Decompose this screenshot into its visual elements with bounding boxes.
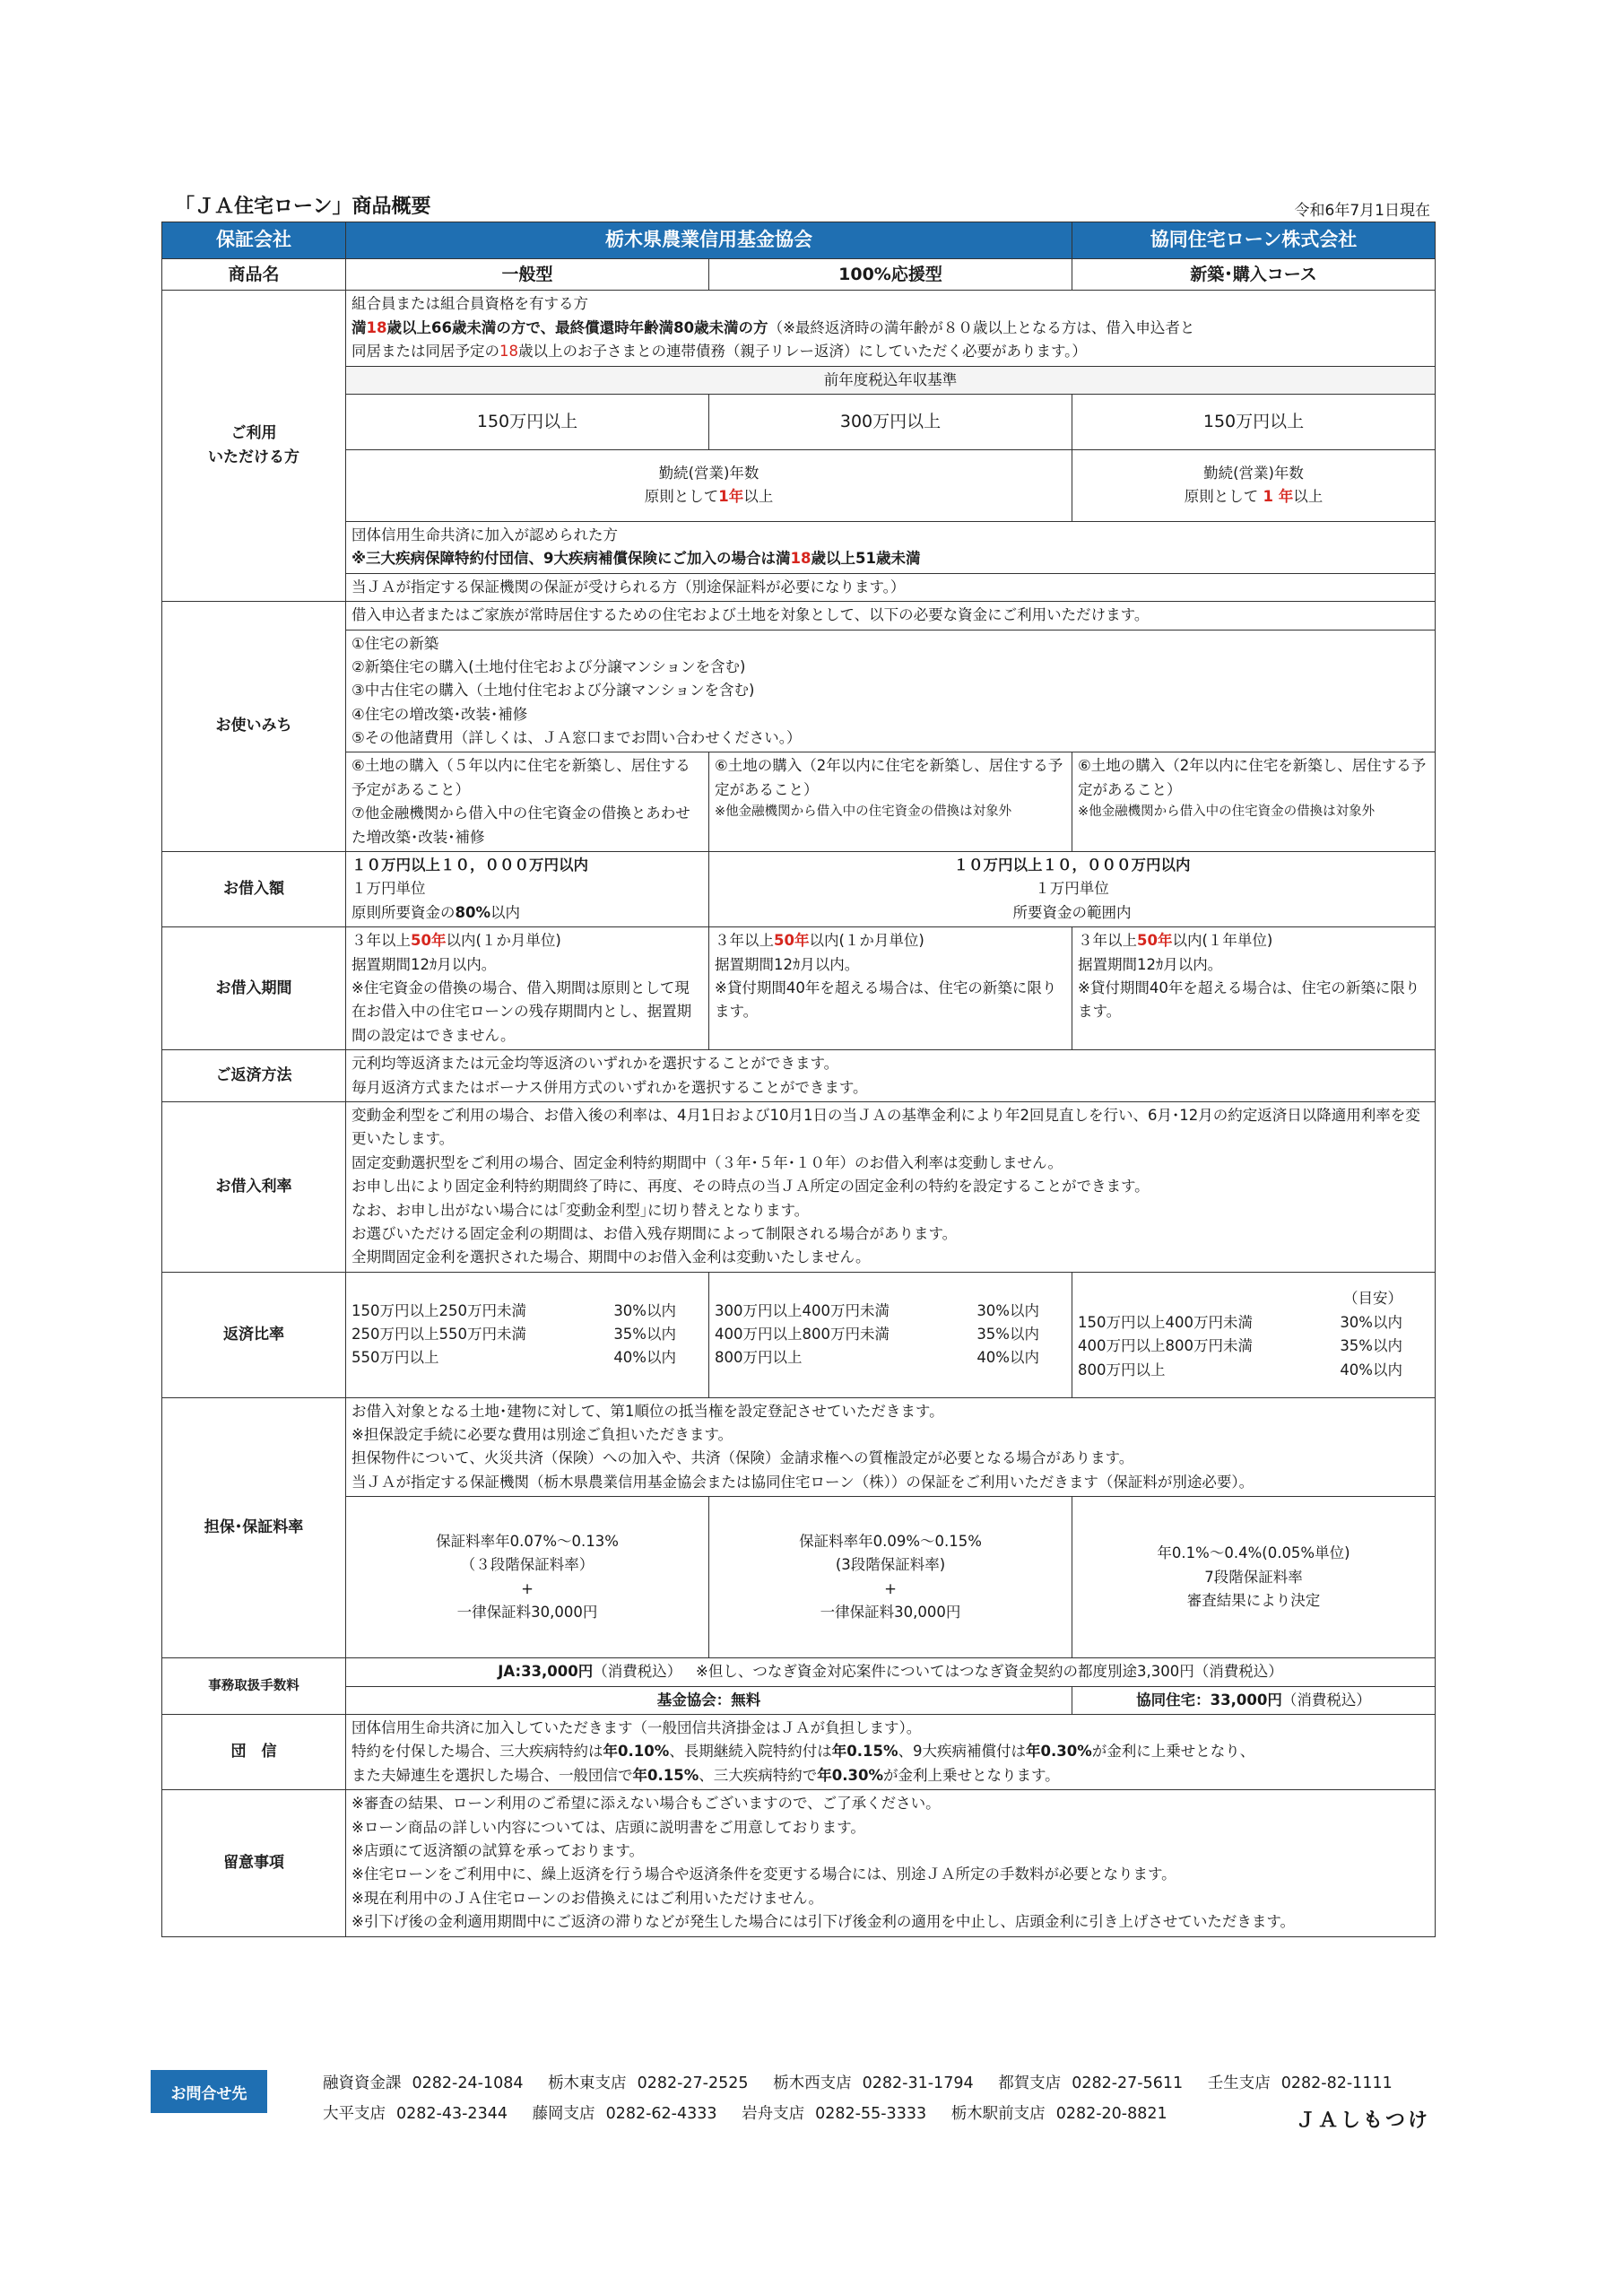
usage-new-note: ※他金融機関から借入中の住宅資金の借換は対象外 xyxy=(1078,804,1376,820)
dantai-2d: 年0.15% xyxy=(831,1743,898,1761)
dantai-2f: 年0.30% xyxy=(1026,1743,1092,1761)
repayment-line-1: 元利均等返済または元金均等返済のいずれかを選択することができます。 xyxy=(352,1055,839,1073)
contact-label: お問合せ先 xyxy=(151,2070,267,2113)
rate-line: なお、お申し出がない場合には｢変動金利型｣に切り替えとなります。 xyxy=(352,1201,810,1219)
ratio-range: 250万円以上550万円未満 xyxy=(352,1325,526,1343)
plus-icon: + xyxy=(884,1579,897,1597)
collateral-n-3: 審査結果により決定 xyxy=(1186,1591,1321,1609)
ratio-range: 400万円以上800万円未満 xyxy=(1078,1337,1253,1355)
branch-item xyxy=(323,2099,508,2129)
ratio-general xyxy=(346,1272,709,1397)
branch-item xyxy=(323,2068,523,2099)
fee-ja xyxy=(346,1658,1436,1686)
period-p-50: 50年 xyxy=(774,932,810,950)
dantai-2c: 、長期継続入院特約付は xyxy=(669,1743,832,1761)
ratio-value: 35%以内 xyxy=(1340,1337,1402,1355)
ratio-value: 35%以内 xyxy=(976,1325,1039,1343)
usage-label: お使いみち xyxy=(162,602,346,852)
note-line: ※引下げ後の金利適用期間中にご返済の滞りなどが発生した場合には引下げ後金利の適用を中止し、店頭金利に引き上げさせていただきます。 xyxy=(352,1913,1296,1931)
work-years-kyodo xyxy=(1072,449,1436,521)
eligibility-label: ご利用 いただける方 xyxy=(162,291,346,602)
period-n-1c: 以内(１年単位) xyxy=(1172,932,1273,950)
work-year-kyodo: 1 年 xyxy=(1263,488,1294,506)
ja-shimotsuke-logo: ＪＡしもつけ xyxy=(1296,2109,1431,2132)
usage-item: ⑤その他諸費用（詳しくは、ＪＡ窓口までお問い合わせください。） xyxy=(352,729,802,747)
fee-kyodo-amount: 協同住宅：33,000円 xyxy=(1136,1691,1282,1709)
period-g-3: ※住宅資金の借換の場合、借入期間は原則として現在お借入中の住宅ローンの残存期間内とし、据置期間の設定はできません。 xyxy=(352,978,692,1044)
usage-general-6: ⑥土地の購入（５年以内に住宅を新築し、居住する予定があること） xyxy=(352,757,690,798)
notes-label: 留意事項 xyxy=(162,1790,346,1936)
repayment-label: ご返済方法 xyxy=(162,1050,346,1102)
usage-item: ④住宅の増改築･改装･補修 xyxy=(352,705,528,723)
fee-label: 事務取扱手数料 xyxy=(162,1658,346,1715)
collateral-100 xyxy=(709,1497,1072,1658)
branch-name: 藤岡支店 xyxy=(532,2105,595,2124)
collateral-n-2: 7段階保証料率 xyxy=(1204,1568,1303,1586)
dantai-3b: 年0.15% xyxy=(632,1766,699,1784)
branch-phone[interactable]: 0282-27-5611 xyxy=(1072,2074,1184,2092)
income-100: 300万円以上 xyxy=(709,394,1072,449)
ratio-new xyxy=(1072,1272,1436,1397)
ratio-value: 35%以内 xyxy=(613,1325,676,1343)
age-text-2: 歳以上66歳未満の方で、最終償還時年齢満80歳未満の方 xyxy=(386,318,768,336)
dantai-line-1: 団体信用生命共済に加入していただきます（一般団信共済掛金はＪＡが負担します）。 xyxy=(352,1719,922,1737)
guarantor-ja: 栃木県農業信用基金協会 xyxy=(346,222,1072,259)
branch-row xyxy=(323,2068,1412,2099)
eligibility-row xyxy=(162,291,1436,366)
guarantee-eligibility: 当ＪＡが指定する保証機関の保証が受けられる方（別途保証料が必要になります。） xyxy=(346,573,1436,601)
rate-line: 変動金利型をご利用の場合、お借入後の利率は、4月1日および10月1日の当ＪＡの基準金利により年2回見直しを行い、6月･12月の約定返済日以降適用利率を変更いたします。 xyxy=(352,1106,1420,1148)
period-100 xyxy=(709,927,1072,1050)
age-18b: 18 xyxy=(499,343,518,361)
amount-general-80: 80% xyxy=(455,903,490,921)
ratio-range: 550万円以上 xyxy=(352,1349,439,1367)
branch-name: 大平支店 xyxy=(323,2105,386,2124)
collateral-text xyxy=(346,1397,1436,1497)
period-p-1c: 以内(１か月単位) xyxy=(809,932,924,950)
age-text-3: （※最終返済時の満年齢が８０歳以上となる方は、借入申込者と xyxy=(768,318,1195,336)
note-line: ※審査の結果、ローン利用のご希望に添えない場合もございますので、ご了承ください。 xyxy=(352,1795,941,1813)
dantai-2a: 特約を付保した場合、三大疾病特約は xyxy=(352,1743,603,1761)
work-label: 勤続(営業)年数 xyxy=(658,465,759,483)
collateral-g-2: （３段階保証料率） xyxy=(460,1556,595,1574)
age-text-5: 歳以上のお子さまとの連帯債務（親子リレー返済）にしていただく必要があります。） xyxy=(518,343,1087,361)
ratio-value: 40%以内 xyxy=(613,1349,676,1367)
fee-ja-tax: （消費税込） xyxy=(593,1663,682,1681)
rate-label: お借入利率 xyxy=(162,1101,346,1272)
rate-line: お申し出により固定金利特約期間終了時に、再度、その時点の当ＪＡ所定の固定金利の特約を設定することができます。 xyxy=(352,1178,1150,1196)
product-row xyxy=(162,259,1436,291)
collateral-n-1: 年0.1%～0.4%(0.05%単位) xyxy=(1157,1544,1350,1562)
product-100: 100%応援型 xyxy=(709,259,1072,291)
branch-name: 岩舟支店 xyxy=(742,2105,805,2124)
note-line: ※店頭にて返済額の試算を承っております。 xyxy=(352,1841,645,1859)
eligibility-members: 組合員または組合員資格を有する方 xyxy=(352,295,588,313)
dantai-3e: が金利上乗せとなります。 xyxy=(883,1766,1060,1784)
branch-phone-list xyxy=(323,2068,1412,2129)
period-p-3: ※貸付期間40年を超える場合は、住宅の新築に限ります。 xyxy=(715,978,1057,1021)
income-general: 150万円以上 xyxy=(346,394,709,449)
group-insurance-eligibility xyxy=(346,521,1436,573)
ratio-range: 300万円以上400万円未満 xyxy=(715,1301,890,1319)
work-post-kyodo: 以上 xyxy=(1293,488,1324,506)
period-p-1a: ３年以上 xyxy=(715,932,774,950)
branch-item xyxy=(773,2068,973,2099)
ratio-100 xyxy=(709,1272,1072,1397)
as-of-date: 令和6年7月1日現在 xyxy=(1294,202,1430,220)
usage-item: ②新築住宅の購入(土地付住宅および分譲マンションを含む) xyxy=(352,657,746,675)
ratio-value: 30%以内 xyxy=(1340,1313,1402,1331)
usage-100-note: ※他金融機関から借入中の住宅資金の借換は対象外 xyxy=(715,804,1012,820)
ratio-note: （目安） xyxy=(1343,1290,1402,1308)
branch-name: 栃木駅前支店 xyxy=(950,2105,1046,2124)
product-label: 商品名 xyxy=(162,259,346,291)
usage-list xyxy=(346,630,1436,752)
usage-item: ①住宅の新築 xyxy=(352,634,439,652)
dantai-2b: 年0.10% xyxy=(603,1743,670,1761)
collateral-p-3: 一律保証料30,000円 xyxy=(820,1604,961,1622)
repayment-line-2: 毎月返済方式またはボーナス併用方式のいずれかを選択することができます。 xyxy=(352,1078,868,1096)
branch-name: 融資資金課 xyxy=(323,2074,402,2092)
branch-phone[interactable]: 0282-55-3333 xyxy=(815,2105,927,2124)
period-g-2: 据置期間12ｶ月以内。 xyxy=(352,955,497,973)
work-post: 以上 xyxy=(743,488,774,506)
income-band: 前年度税込年収基準 xyxy=(346,366,1436,394)
branch-row xyxy=(323,2099,1412,2129)
usage-intro: 借入申込者またはご家族が常時居住するための住宅および土地を対象として、以下の必要な資金にご利用いただけます。 xyxy=(346,602,1436,630)
guarantor-label: 保証会社 xyxy=(162,222,346,259)
collateral-line-3: 担保物件について、火災共済（保険）への加入や、共済（保険）金請求権への質権設定が必要となる場合があります。 xyxy=(352,1449,1134,1467)
branch-name: 壬生支店 xyxy=(1207,2074,1271,2092)
ratio-value: 30%以内 xyxy=(976,1301,1039,1319)
ratio-value: 40%以内 xyxy=(976,1349,1039,1367)
branch-phone[interactable]: 0282-31-1794 xyxy=(862,2074,974,2092)
period-n-1a: ３年以上 xyxy=(1078,932,1137,950)
collateral-new xyxy=(1072,1497,1436,1658)
dantai-3d: 年0.30% xyxy=(817,1766,883,1784)
ratio-value: 30%以内 xyxy=(613,1301,676,1319)
note-line: ※住宅ローンをご利用中に、繰上返済を行う場合や返済条件を変更する場合には、別途ＪＡ所定の手数料が必要となります。 xyxy=(352,1866,1176,1883)
usage-general-7: ⑦他金融機関から借入中の住宅資金の借換とあわせた増改築･改装･補修 xyxy=(352,804,690,846)
collateral-p-1: 保証料率年0.09%～0.15% xyxy=(799,1532,982,1550)
work-pre: 原則として xyxy=(644,488,719,506)
usage-general xyxy=(346,752,709,852)
dantai-3a: また夫婦連生を選択した場合、一般団信で xyxy=(352,1766,633,1784)
period-general xyxy=(346,927,709,1050)
group-text-1: 団体信用生命共済に加入が認められた方 xyxy=(352,526,618,544)
period-g-50: 50年 xyxy=(411,932,447,950)
group-text-2c: 歳以上51歳未満 xyxy=(811,550,921,568)
age-text-1: 満 xyxy=(352,318,367,336)
branch-item xyxy=(548,2068,748,2099)
amount-general xyxy=(346,852,709,927)
ratio-value: 40%以内 xyxy=(1340,1361,1402,1378)
eligibility-age xyxy=(346,291,1436,366)
age-18: 18 xyxy=(366,318,387,336)
usage-item: ③中古住宅の購入（土地付住宅および分譲マンションを含む) xyxy=(352,682,755,700)
period-n-2: 据置期間12ｶ月以内。 xyxy=(1078,955,1223,973)
usage-100-6: ⑥土地の購入（2年以内に住宅を新築し、居住する予定があること） xyxy=(715,757,1063,798)
collateral-p-2: (3段階保証料率) xyxy=(835,1556,946,1574)
guarantor-row xyxy=(162,222,1436,259)
period-n-3: ※貸付期間40年を超える場合は、住宅の新築に限ります。 xyxy=(1078,978,1420,1021)
usage-new-6: ⑥土地の購入（2年以内に住宅を新築し、居住する予定があること） xyxy=(1078,757,1427,798)
note-line: ※ローン商品の詳しい内容については、店頭に説明書をご用意しております。 xyxy=(352,1818,865,1836)
repayment-text xyxy=(346,1050,1436,1102)
guarantor-kyodo: 協同住宅ローン株式会社 xyxy=(1072,222,1436,259)
collateral-label: 担保･保証料率 xyxy=(162,1397,346,1658)
age-text-4: 同居または同居予定の xyxy=(352,343,499,361)
note-line: ※現在利用中のＪＡ住宅ローンのお借換えにはご利用いただけません。 xyxy=(352,1889,823,1907)
page-title: 「ＪＡ住宅ローン」商品概要 xyxy=(175,196,431,218)
rate-line: 全期間固定金利を選択された場合、期間中のお借入金利は変動いたしません。 xyxy=(352,1248,871,1266)
group-18: 18 xyxy=(790,550,812,568)
work-years-ja xyxy=(346,449,1072,521)
usage-new xyxy=(1072,752,1436,852)
branch-phone[interactable]: 0282-62-4333 xyxy=(605,2105,717,2124)
branch-name: 栃木西支店 xyxy=(773,2074,852,2092)
branch-phone[interactable]: 0282-24-1084 xyxy=(412,2074,524,2092)
usage-100 xyxy=(709,752,1072,852)
period-g-1a: ３年以上 xyxy=(352,932,411,950)
period-label: お借入期間 xyxy=(162,927,346,1050)
period-p-2: 据置期間12ｶ月以内。 xyxy=(715,955,860,973)
branch-phone[interactable]: 0282-82-1111 xyxy=(1280,2074,1393,2092)
branch-name: 栃木東支店 xyxy=(548,2074,627,2092)
collateral-line-1: お借入対象となる土地･建物に対して、第1順位の抵当権を設定登記させていただきます。 xyxy=(352,1402,944,1420)
dantai-2g: が金利に上乗せとなり、 xyxy=(1091,1743,1255,1761)
branch-item xyxy=(998,2068,1183,2099)
collateral-line-2: ※担保設定手続に必要な費用は別途ご負担いただきます。 xyxy=(352,1426,733,1444)
fee-kyodo-tax: （消費税込） xyxy=(1281,1691,1371,1709)
branch-item xyxy=(1208,2068,1393,2099)
income-new: 150万円以上 xyxy=(1072,394,1436,449)
ratio-range: 800万円以上 xyxy=(715,1349,803,1367)
branch-phone[interactable]: 0282-20-8821 xyxy=(1055,2105,1167,2124)
amount-general-3a: 原則所要資金の xyxy=(352,903,456,921)
fee-kikin: 基金協会：無料 xyxy=(346,1686,1072,1714)
ratio-range: 150万円以上250万円未満 xyxy=(352,1301,526,1319)
ratio-label: 返済比率 xyxy=(162,1272,346,1397)
collateral-line-4: 当ＪＡが指定する保証機関（栃木県農業信用基金協会または協同住宅ローン（株））の保証をご利用いただきます（保証料が別途必要）。 xyxy=(352,1473,1254,1491)
period-g-1c: 以内(１か月単位) xyxy=(446,932,561,950)
amount-label: お借入額 xyxy=(162,852,346,927)
plus-icon: + xyxy=(521,1579,534,1597)
rate-text xyxy=(346,1101,1436,1272)
amount-general-1: １０万円以上１０，０００万円以内 xyxy=(352,857,588,874)
collateral-general xyxy=(346,1497,709,1658)
branch-item xyxy=(951,2099,1167,2129)
dantai-2e: 、9大疾病補償付は xyxy=(898,1743,1026,1761)
fee-ja-note: ※但し、つなぎ資金対応案件についてはつなぎ資金契約の都度別途3,300円（消費税込） xyxy=(696,1663,1283,1681)
work-year: 1年 xyxy=(718,488,744,506)
work-pre-kyodo: 原則として xyxy=(1184,488,1263,506)
rate-line: お選びいただける固定金利の期間は、お借入残存期間によって制限される場合があります。 xyxy=(352,1224,958,1242)
ratio-range: 150万円以上400万円未満 xyxy=(1078,1313,1253,1331)
dantai-3c: 、三大疾病特約で xyxy=(699,1766,818,1784)
ratio-range: 800万円以上 xyxy=(1078,1361,1166,1378)
amount-other-2: １万円単位 xyxy=(1035,880,1109,898)
dantai-label: 団 信 xyxy=(162,1715,346,1790)
product-new: 新築･購入コース xyxy=(1072,259,1436,291)
work-label-kyodo: 勤続(営業)年数 xyxy=(1203,465,1304,483)
branch-phone[interactable]: 0282-27-2525 xyxy=(637,2074,749,2092)
branch-phone[interactable]: 0282-43-2344 xyxy=(396,2105,508,2124)
amount-general-3c: 以内 xyxy=(490,903,520,921)
collateral-g-1: 保証料率年0.07%～0.13% xyxy=(436,1532,619,1550)
rate-line: 固定変動選択型をご利用の場合、固定金利特約期間中（３年･５年･１０年）のお借入利率は変動しません。 xyxy=(352,1153,1063,1171)
branch-item xyxy=(742,2099,926,2129)
product-general: 一般型 xyxy=(346,259,709,291)
amount-other-1: １０万円以上１０，０００万円以内 xyxy=(953,857,1191,874)
amount-general-2: １万円単位 xyxy=(352,880,426,898)
notes-text xyxy=(346,1790,1436,1936)
fee-ja-amount: JA:33,000円 xyxy=(498,1663,594,1681)
branch-item xyxy=(533,2099,717,2129)
ratio-range: 400万円以上800万円未満 xyxy=(715,1325,890,1343)
period-new xyxy=(1072,927,1436,1050)
collateral-g-3: 一律保証料30,000円 xyxy=(456,1604,598,1622)
group-text-2a: ※三大疾病保障特約付団信、9大疾病補償保険にご加入の場合は満 xyxy=(352,550,791,568)
amount-other-3: 所要資金の範囲内 xyxy=(1012,903,1132,921)
amount-other xyxy=(709,852,1436,927)
period-n-50: 50年 xyxy=(1137,932,1173,950)
fee-kyodo xyxy=(1072,1686,1436,1714)
branch-name: 都賀支店 xyxy=(998,2074,1062,2092)
product-summary-table xyxy=(161,222,1436,1937)
dantai-text xyxy=(346,1715,1436,1790)
